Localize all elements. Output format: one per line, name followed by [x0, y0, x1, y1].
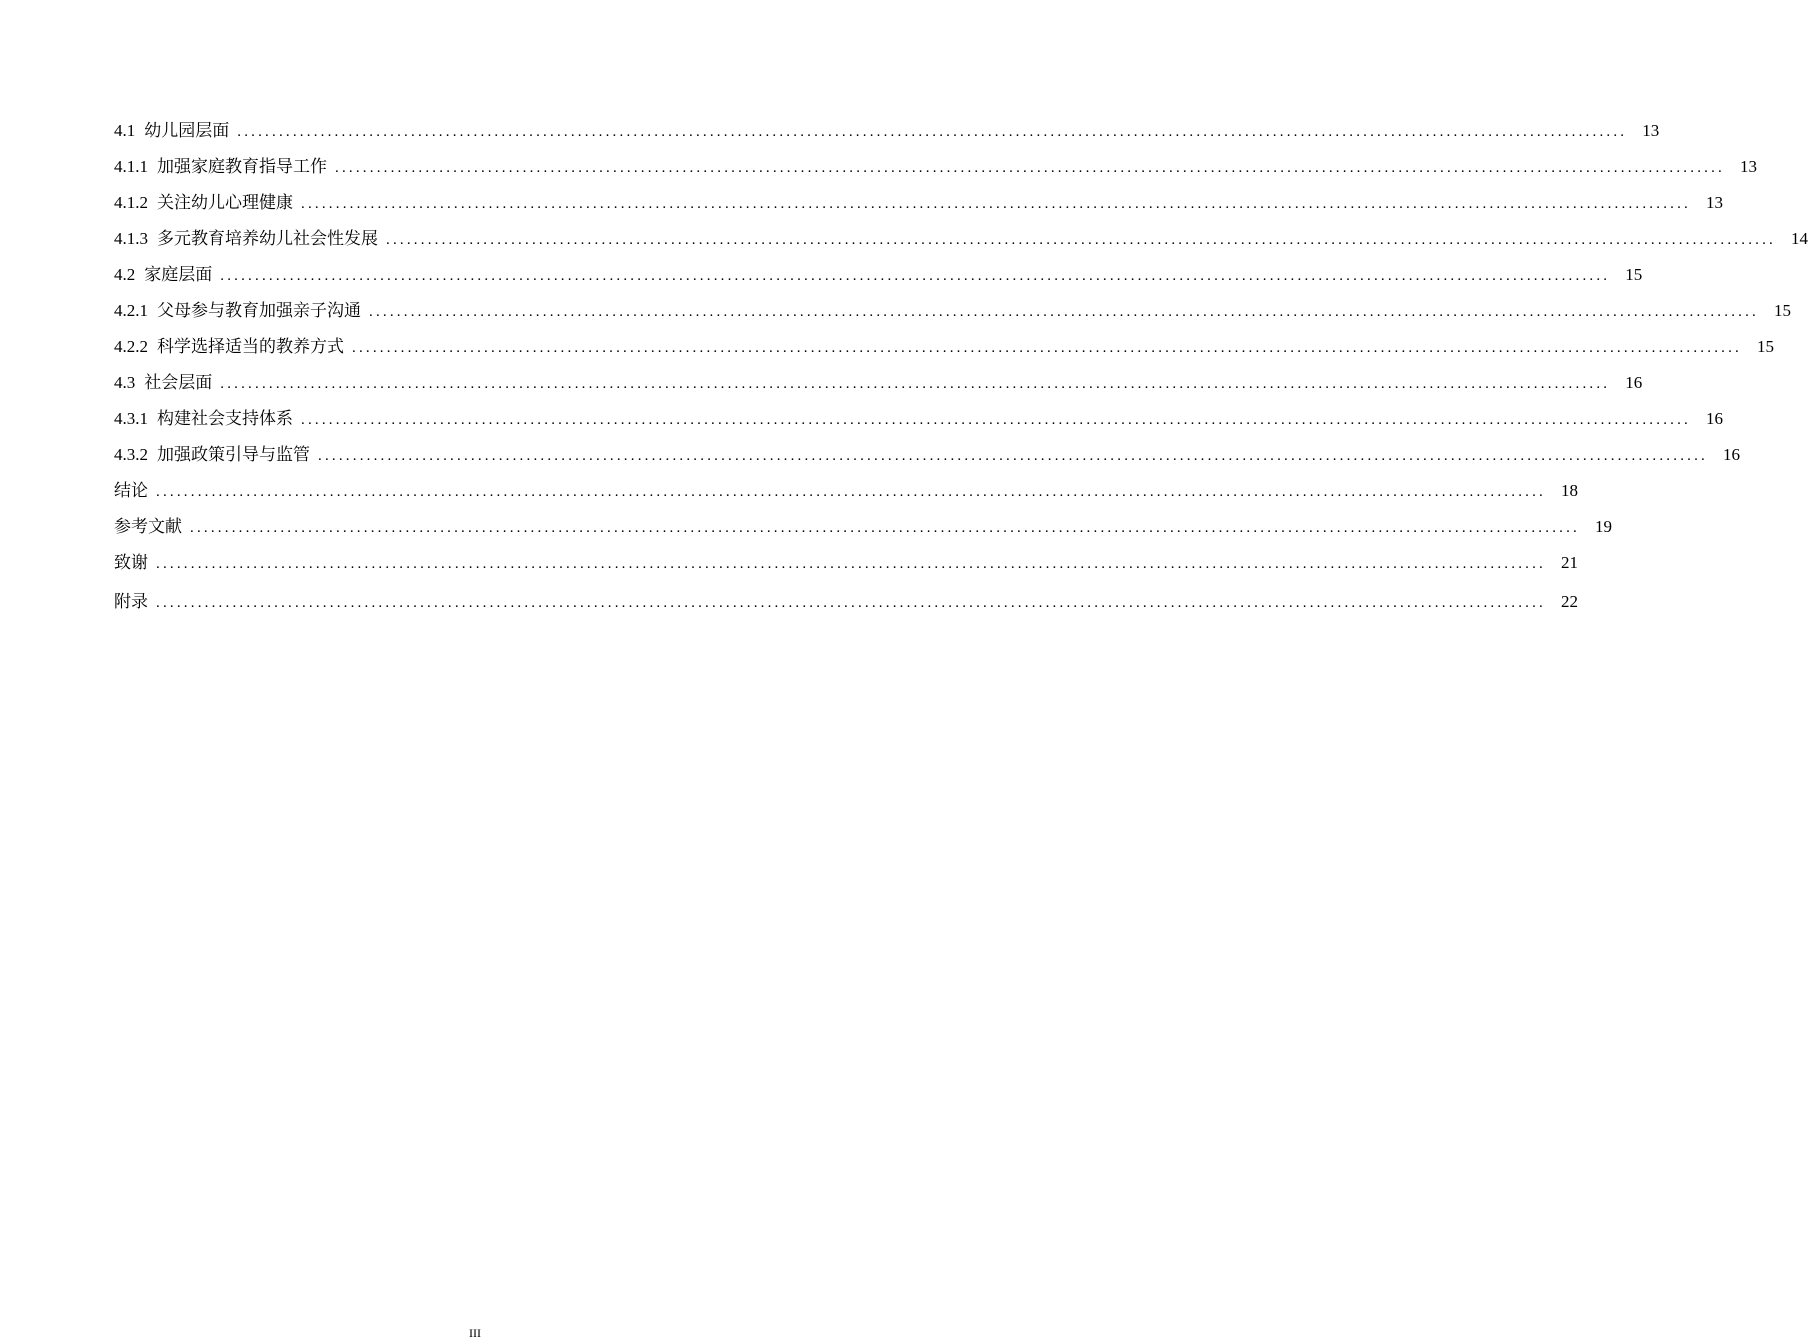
toc-entry-title: 加强政策引导与监管	[157, 445, 310, 464]
toc-entry-page: 15	[1625, 265, 1643, 284]
toc-entry-title: 致谢	[114, 553, 148, 572]
toc-dot-leader: ........................................................................................................................................................................................................	[237, 124, 1628, 140]
toc-dot-leader: ........................................................................................................................................................................................................	[301, 412, 1691, 428]
toc-entry[interactable]	[114, 369, 1643, 405]
toc-entry[interactable]	[114, 513, 1612, 549]
toc-entry[interactable]	[114, 117, 1660, 153]
toc-entry[interactable]	[114, 477, 1578, 513]
toc-entry[interactable]	[114, 153, 1757, 189]
toc-entry-title: 加强家庭教育指导工作	[157, 157, 327, 176]
toc-entry-page: 15	[1774, 301, 1791, 320]
toc-entry-page: 13	[1706, 193, 1723, 212]
toc-entry-title: 关注幼儿心理健康	[157, 193, 293, 212]
toc-entry[interactable]	[114, 333, 1774, 369]
toc-entry-number: 4.2.2	[114, 337, 148, 356]
toc-entry-page: 21	[1561, 553, 1578, 572]
toc-entry-title: 家庭层面	[144, 265, 213, 284]
toc-dot-leader: ........................................................................................................................................................................................................	[156, 556, 1546, 572]
toc-entry-page: 13	[1740, 157, 1757, 176]
toc-entry-page: 22	[1561, 592, 1578, 611]
toc-entry-page: 14	[1791, 229, 1808, 248]
toc-entry-page: 13	[1642, 121, 1660, 140]
toc-entry-number: 4.1.3	[114, 229, 148, 248]
toc-entry-number: 4.1.2	[114, 193, 148, 212]
toc-entry[interactable]	[114, 225, 1808, 261]
table-of-contents	[114, 117, 1808, 624]
toc-entry-title: 父母参与教育加强亲子沟通	[157, 301, 361, 320]
toc-dot-leader: ........................................................................................................................................................................................................	[220, 376, 1611, 392]
toc-entry[interactable]	[114, 549, 1578, 585]
toc-entry-page: 16	[1625, 373, 1643, 392]
toc-dot-leader: ........................................................................................................................................................................................................	[220, 268, 1611, 284]
toc-entry[interactable]	[114, 441, 1740, 477]
toc-entry-number: 4.3.1	[114, 409, 148, 428]
toc-entry-page: 16	[1706, 409, 1723, 428]
toc-entry-number: 4.3	[114, 373, 136, 392]
toc-entry[interactable]	[114, 405, 1723, 441]
toc-dot-leader: ........................................................................................................................................................................................................	[352, 340, 1742, 356]
toc-entry-title: 结论	[114, 481, 148, 500]
toc-entry[interactable]	[114, 297, 1791, 333]
toc-entry-title: 参考文献	[114, 517, 182, 536]
toc-entry-page: 19	[1595, 517, 1612, 536]
toc-dot-leader: ........................................................................................................................................................................................................	[156, 484, 1546, 500]
toc-dot-leader: ........................................................................................................................................................................................................	[369, 304, 1759, 320]
toc-entry-number: 4.1.1	[114, 157, 148, 176]
toc-dot-leader: ........................................................................................................................................................................................................	[190, 520, 1580, 536]
toc-dot-leader: ........................................................................................................................................................................................................	[318, 448, 1708, 464]
toc-entry-number: 4.3.2	[114, 445, 148, 464]
toc-dot-leader: ........................................................................................................................................................................................................	[386, 232, 1776, 248]
toc-entry-title: 社会层面	[144, 373, 213, 392]
toc-entry-title: 多元教育培养幼儿社会性发展	[157, 229, 378, 248]
toc-entry-title: 构建社会支持体系	[157, 409, 293, 428]
toc-entry-number: 4.1	[114, 121, 136, 140]
toc-entry-number: 4.2	[114, 265, 136, 284]
toc-entry[interactable]	[114, 189, 1723, 225]
toc-entry-page: 16	[1723, 445, 1740, 464]
toc-entry-page: 18	[1561, 481, 1578, 500]
toc-entry-page: 15	[1757, 337, 1774, 356]
page-number: III	[469, 1326, 481, 1340]
toc-entry-title: 幼儿园层面	[144, 121, 230, 140]
toc-entry-title: 科学选择适当的教养方式	[157, 337, 344, 356]
toc-entry[interactable]	[114, 261, 1643, 297]
toc-dot-leader: ........................................................................................................................................................................................................	[301, 196, 1691, 212]
toc-dot-leader: ........................................................................................................................................................................................................	[335, 160, 1725, 176]
toc-entry-number: 4.2.1	[114, 301, 148, 320]
toc-entry-title: 附录	[114, 592, 148, 611]
toc-dot-leader: ........................................................................................................................................................................................................	[156, 595, 1546, 611]
toc-entry[interactable]	[114, 588, 1578, 624]
